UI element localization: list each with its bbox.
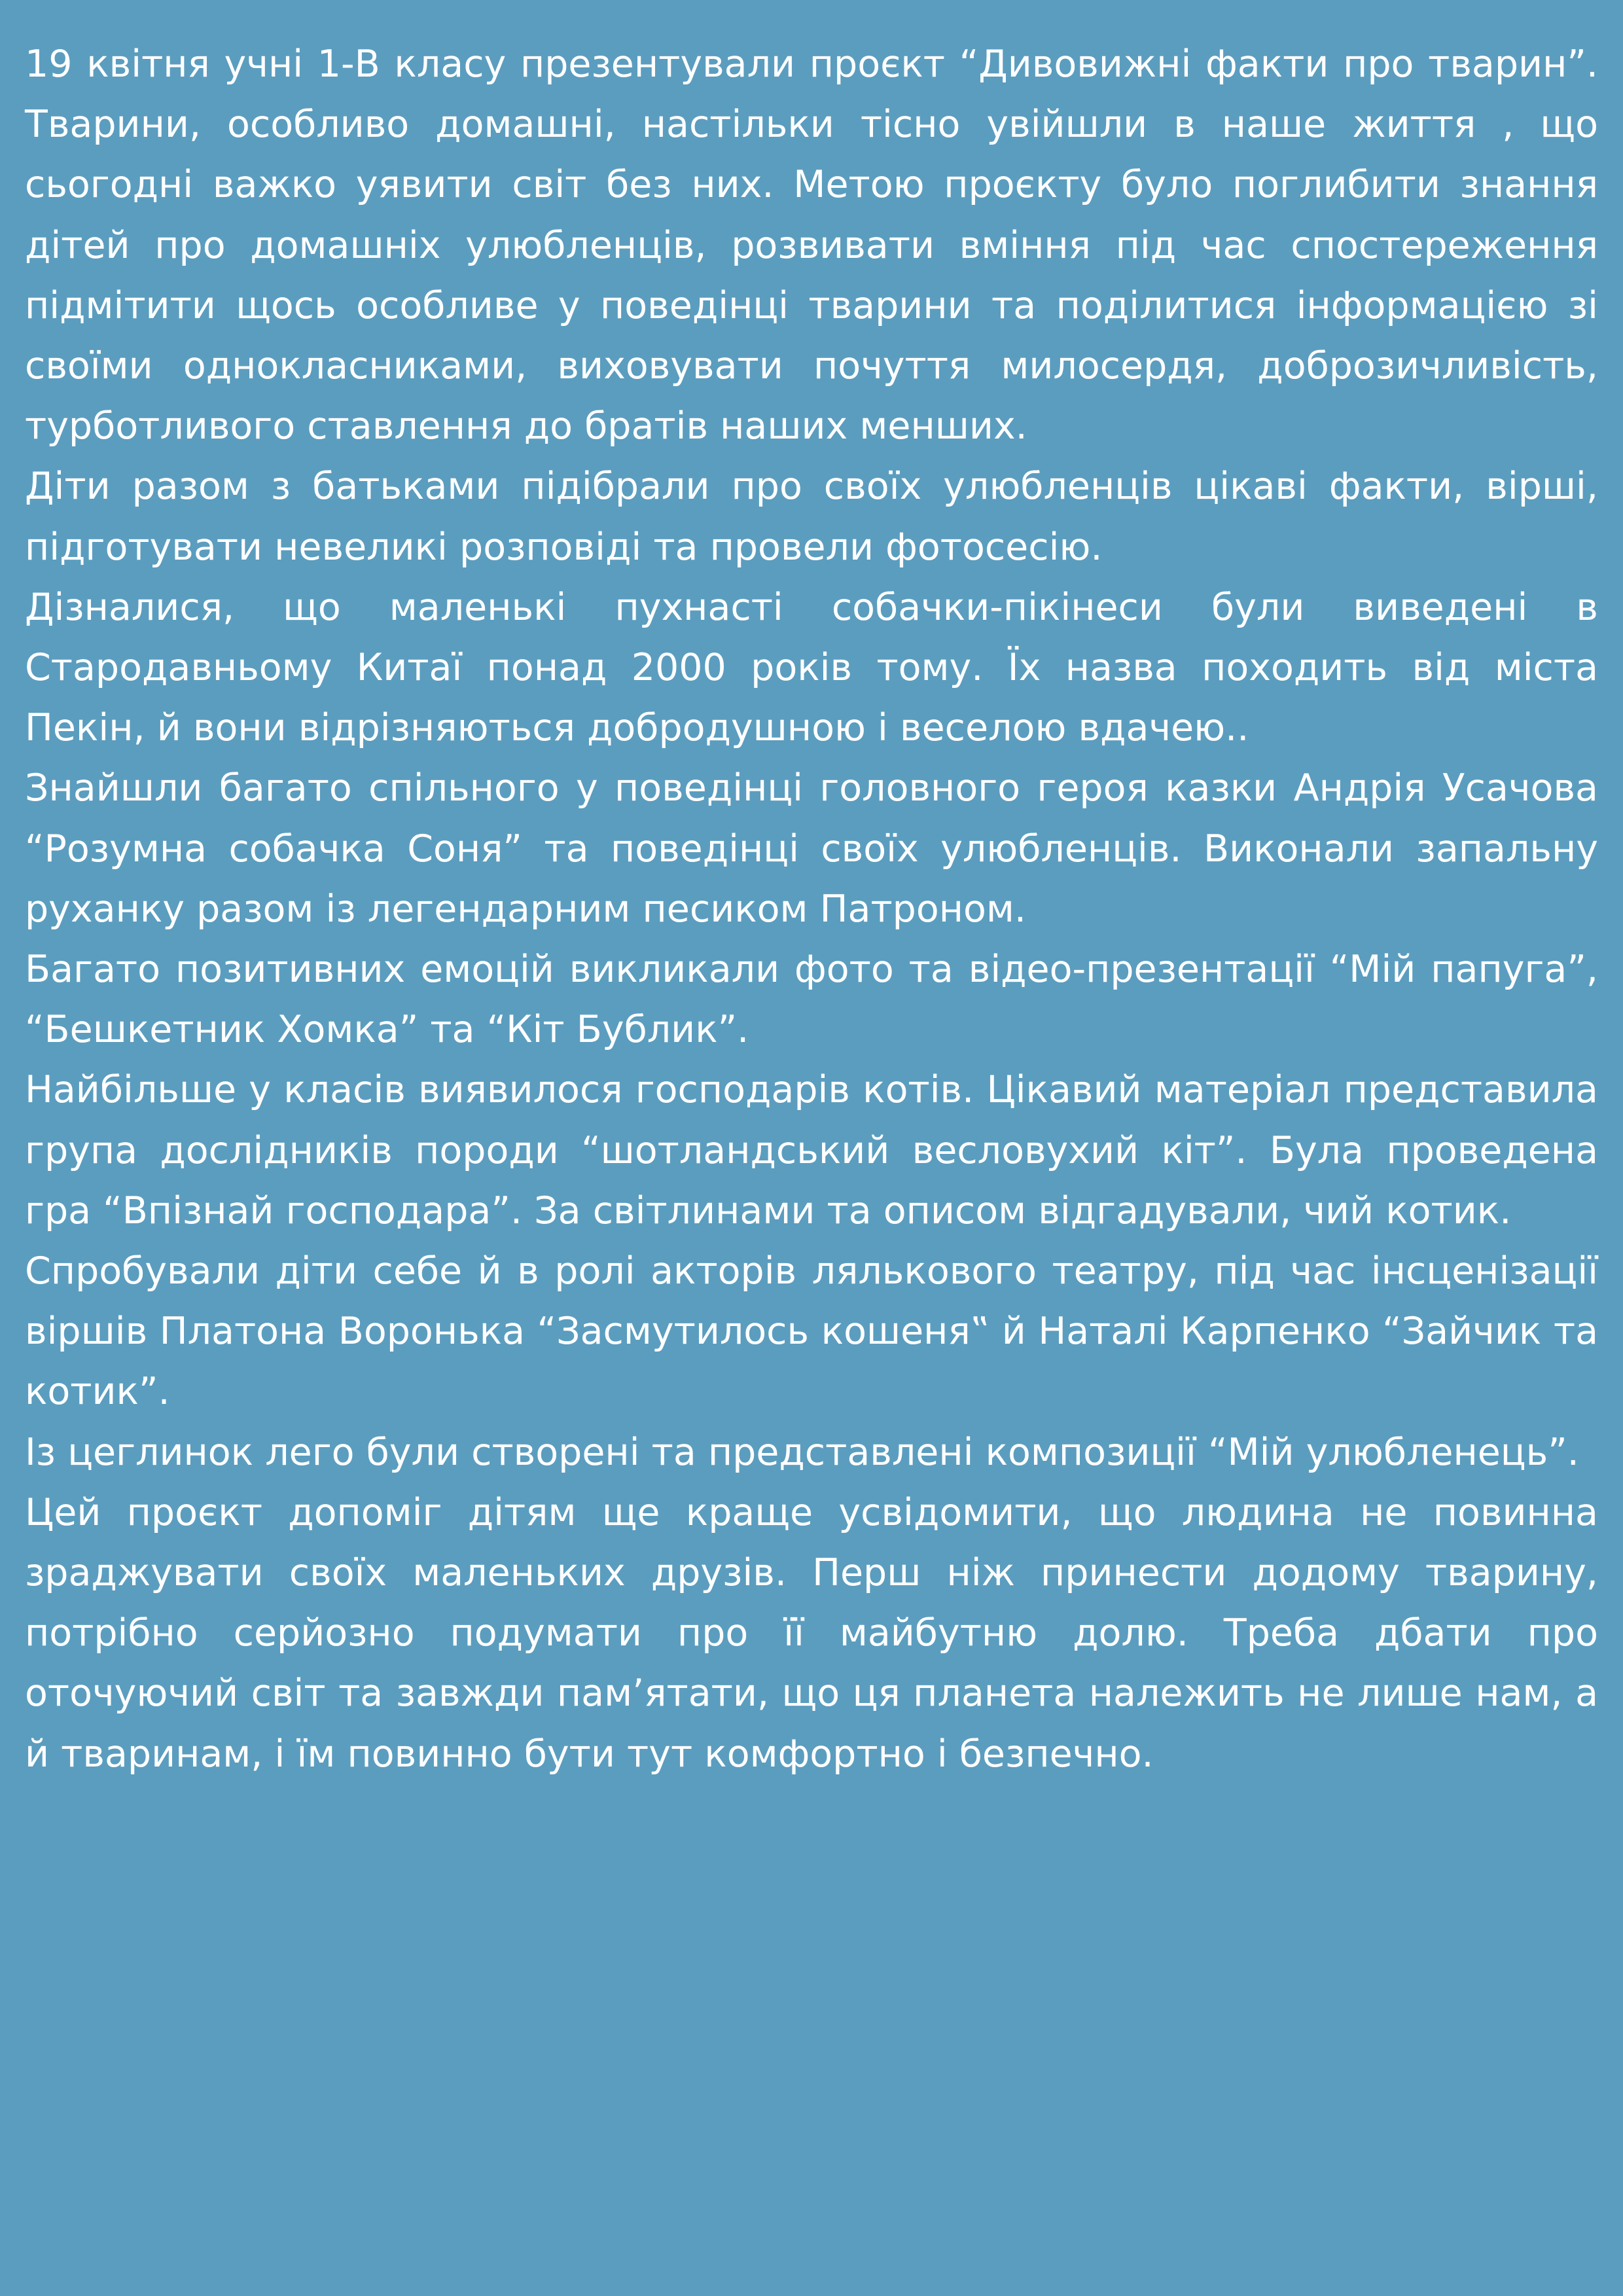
paragraph-conclusion: Цей проєкт допоміг дітям ще краще усвідомити, що людина не повинна зраджувати своїх маленьких друзів. Перш ніж принести додому тварину, потрібно серйозно подумати про її майбутню долю. Треба дбати про оточуючий світ та завжди пам’ятати, що ця планета належить не лише нам, а й тваринам, і їм повинно бути тут комфортно і безпечно.: [25, 1490, 1598, 1776]
paragraph-presentations: Багато позитивних емоцій викликали фото та відео-презентації “Мій папуга”, “Бешкетник Хомка” та “Кіт Бублик”.: [25, 948, 1598, 1052]
paragraph-puppet-theatre: Спробували діти себе й в ролі акторів лялькового театру, під час інсценізації віршів Платона Воронька “Засмутилось кошеня‟ й Наталі Карпенко “Зайчик та котик”.: [25, 1249, 1598, 1414]
paragraph-intro: 19 квітня учні 1-В класу презентували проєкт “Дивовижні факти про тварин”. Тварини, особливо домашні, настільки тісно увійшли в наше життя , що сьогодні важко уявити світ без них. Метою проєкту було поглибити знання дітей про домашніх улюбленців, розвивати вміння під час спостереження підмітити щось особливе у поведінці тварини та поділитися інформацією зі своїми однокласниками, виховувати почуття милосердя, доброзичливість, турботливого ставлення до братів наших менших.: [25, 43, 1598, 448]
paragraph-pekingese: Дізналися, що маленькі пухнасті собачки-пікінеси були виведені в Стародавньому Китаї понад 2000 років тому. Їх назва походить від міста Пекін, й вони відрізняються добродушною і веселою вдачею..: [25, 585, 1598, 750]
paragraph-cats: Найбільше у класів виявилося господарів котів. Цікавий матеріал представила група дослідників породи “шотландський весловухий кіт”. Була проведена гра “Впізнай господара”. За світлинами та описом відгадували, чий котик.: [25, 1068, 1598, 1232]
paragraph-fairy-tale: Знайшли багато спільного у поведінці головного героя казки Андрія Усачова “Розумна собачка Соня” та поведінці своїх улюбленців. Виконали запальну руханку разом із легендарним песиком Патроном.: [25, 766, 1598, 931]
paragraph-lego: Із цеглинок лего були створені та представлені композиції “Мій улюбленець”.: [25, 1430, 1579, 1474]
paragraph-preparation: Діти разом з батьками підібрали про своїх улюбленців цікаві факти, вірші, підготувати невеликі розповіді та провели фотосесію.: [25, 465, 1598, 569]
article-body: [25, 34, 1598, 1784]
